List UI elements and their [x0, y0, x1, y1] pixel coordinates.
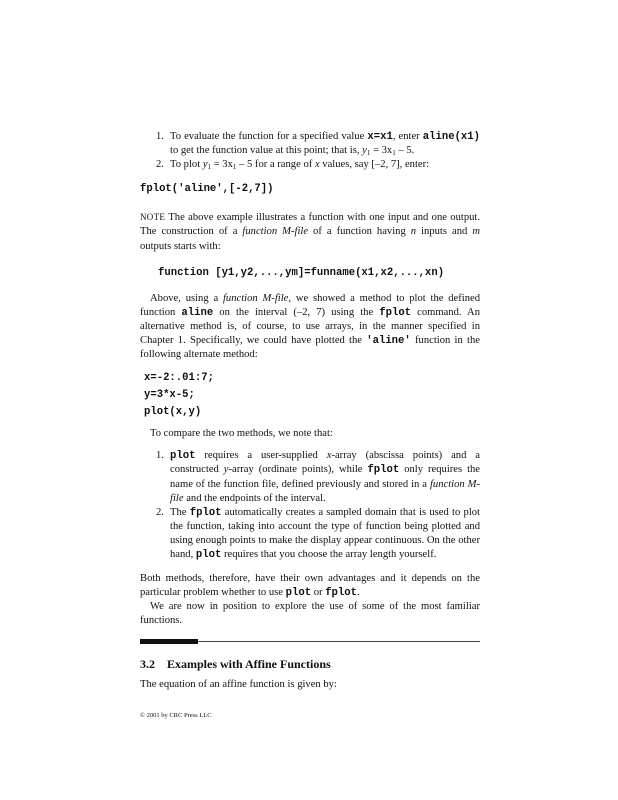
code-line: x=-2:.01:7; — [144, 372, 214, 385]
page-body — [140, 130, 480, 628]
section-number: 3.2 — [140, 657, 155, 671]
paragraph: We are now in position to explore the use of some of the most familiar functions. — [140, 601, 480, 627]
list-item-text: plot requires a user-supplied x-array (abscissa points) and a constructed y-array (ordinate points), while fplot only requires the name of the function file, defined previously and stored in a function M-file and the endpoints of the interval. — [170, 450, 481, 504]
list-number: 1. — [156, 450, 164, 462]
list-item-text: The fplot automatically creates a sampled domain that is used to plot the function, taking into account the type of function being plotted and using enough points to make the display appear continuous. On the other hand, plot requires that you choose the array length yourself. — [170, 506, 480, 561]
code-block — [140, 370, 480, 421]
list-number: 1. — [156, 131, 164, 142]
section-rule — [140, 639, 480, 645]
list-item-text: To evaluate the function for a specified value x=x1, enter aline(x1) to get the function value at this point; that is, $y_1 = 3x_1 - 5$. — [170, 131, 480, 158]
code-line: y=3*x-5; — [144, 389, 195, 402]
paragraph: Both methods, therefore, have their own advantages and it depends on the particular problem whether to use plot or fplot. — [140, 573, 480, 600]
section-title-text: Examples with Affine Functions — [167, 657, 331, 671]
note-paragraph: NOTE The above example illustrates a function with one input and one output. The construction of a function M-file of a function having n inputs and m outputs starts with: — [140, 212, 480, 252]
list-item — [140, 158, 480, 172]
list-number: 2. — [156, 506, 164, 518]
code-line: plot(x,y) — [144, 406, 202, 419]
compare-list — [140, 449, 480, 562]
code-fplot: fplot('aline',[-2,7]) — [140, 183, 274, 196]
copyright-footer: © 2001 by CRC Press LLC — [140, 712, 212, 719]
section-heading — [140, 657, 480, 672]
list-item — [140, 449, 480, 505]
note-label: NOTE — [140, 212, 166, 223]
compare-intro: To compare the two methods, we note that: — [150, 428, 333, 440]
paragraph: Above, using a function M-file, we showed a method to plot the defined function aline on the interval (–2, 7) using the fplot command. An alternative method is, of course, to use arrays, in the manner specified in Chapter 1. Specifically, we could have plotted the 'aline' function in the following alternate method: — [140, 292, 481, 361]
steps-list — [140, 130, 480, 172]
list-item — [140, 506, 480, 562]
code-function: function [y1,y2,...,ym]=funname(x1,x2,...,xn) — [158, 266, 445, 279]
rule-bar — [140, 639, 198, 644]
list-item-text: To plot $y_1 = 3x_1 - 5$ for a range of x values, say [–2, 7], enter: — [170, 159, 430, 172]
list-number: 2. — [156, 159, 164, 171]
paragraph: The equation of an affine function is given by: — [140, 679, 337, 690]
list-item — [140, 130, 480, 158]
